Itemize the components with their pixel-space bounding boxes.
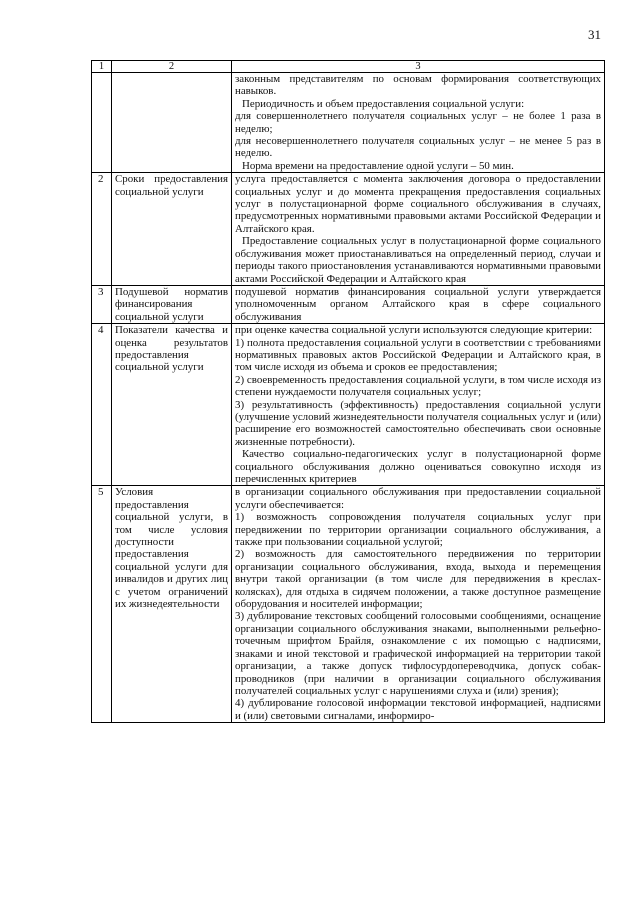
row-number: 4 (92, 324, 112, 486)
table-row (92, 173, 605, 286)
content-paragraph: в организации социального обслуживания при предоставлении социальной услуги обеспечивается: (235, 486, 601, 511)
table-row (92, 73, 605, 173)
row-content (232, 73, 605, 173)
row-content (232, 285, 605, 323)
row-title (112, 73, 232, 173)
content-paragraph: 2) своевременность предоставления социальной услуги, в том числе исходя из степени нуждаемости получателя социальных услуг; (235, 373, 601, 399)
content-paragraph: 4) дублирование голосовой информации текстовой информацией, надписями и (или) световыми сигналами, информиро- (235, 697, 601, 722)
row-title: Подушевой норматив финансирования социальной услуги (112, 285, 232, 323)
row-number (92, 73, 112, 173)
content-paragraph: при оценке качества социальной услуги используются следующие критерии: (235, 324, 593, 337)
content-paragraph: для совершеннолетнего получателя социальных услуг – не более 1 раза в неделю; (235, 110, 601, 135)
row-content (232, 486, 605, 723)
page-number: 31 (588, 27, 601, 42)
content-paragraph: Предоставление социальных услуг в полустационарной форме социального обслуживания может приостанавливаться на определенный период, случаи и периоды такого приостановления устанавливаются нормативными правовыми актами Российской Федерации и Алтайского края (235, 235, 601, 285)
content-paragraph: подушевой норматив финансирования социальной услуги утверждается уполномоченным органом Алтайского края в сфере социального обслуживания (235, 285, 601, 323)
row-number: 5 (92, 486, 112, 723)
row-content (232, 324, 605, 486)
table-row (92, 486, 605, 723)
column-header-1: 1 (92, 61, 112, 73)
content-paragraph: 3) дублирование текстовых сообщений голосовыми сообщениями, оснащение организации социального обслуживания знаками, выполненными рельефно-точечным шрифтом Брайля, ознакомление с их помощью с надписями, знаками и иной текстовой и графической информацией на территории такой организации, а также допуск тифлосурдопереводчика, допуск собак-проводников (при наличии в организации социального обслуживания получателей социальных услуг с нарушениями слуха и (или) зрения); (235, 610, 601, 697)
row-title: Показатели качества и оценка результатов предоставления социальной услуги (112, 324, 232, 486)
content-paragraph: 1) полнота предоставления социальной услуги в соответствии с требованиями нормативных правовых актов Российской Федерации и Алтайского края, в том числе исходя из объема и сроков ее предоставления; (235, 336, 601, 374)
row-number: 2 (92, 173, 112, 286)
row-content (232, 173, 605, 286)
content-paragraph: 2) возможность для самостоятельного передвижения по территории организации социального обслуживания, входа, выхода и перемещения внутри такой организации (в том числе для передвижения в креслах-колясках), для отдыха в сидячем положении, а также доступное размещение оборудования и носителей информации; (235, 548, 601, 611)
content-paragraph: Норма времени на предоставление одной услуги – 50 мин. (242, 159, 514, 172)
content-paragraph: законным представителям по основам формирования соответствующих навыков. (235, 73, 601, 98)
content-paragraph: 3) результативность (эффективность) предоставления социальной услуги (улучшение условий жизнедеятельности получателя социальных услуг и (или) расширение его возможностей самостоятельно обеспечивать свои основные жизненные потребности). (235, 398, 601, 448)
column-header-3: 3 (232, 61, 605, 73)
service-standard-table (91, 60, 605, 723)
column-header-2: 2 (112, 61, 232, 73)
content-paragraph: Периодичность и объем предоставления социальной услуги: (242, 97, 525, 110)
row-title: Сроки предоставления социальной услуги (112, 173, 232, 286)
content-paragraph: услуга предоставляется с момента заключения договора о предоставлении социальных услуг и до момента прекращения предоставления социальных услуг в полустационарной форме социального обслуживания в случаях, предусмотренных нормативными правовыми актами Российской Федерации и Алтайского края. (235, 173, 601, 235)
content-paragraph: 1) возможность сопровождения получателя социальных услуг при передвижении по территории организации социального обслуживания, а также при пользовании социальной услугой; (235, 511, 601, 549)
content-paragraph: Качество социально-педагогических услуг в полустационарной форме социального обслуживания должно оцениваться совокупно исходя из перечисленных критериев (235, 448, 601, 485)
row-number: 3 (92, 285, 112, 323)
content-paragraph: для несовершеннолетнего получателя социальных услуг – не менее 5 раз в неделю. (235, 135, 601, 160)
table-row (92, 285, 605, 323)
table-row (92, 324, 605, 486)
row-title: Условия предоставления социальной услуги, в том числе условия доступности предоставления социальной услуги для инвалидов и других лиц с учетом ограничений их жизнедеятельности (112, 486, 232, 723)
table-header-row (92, 61, 605, 73)
